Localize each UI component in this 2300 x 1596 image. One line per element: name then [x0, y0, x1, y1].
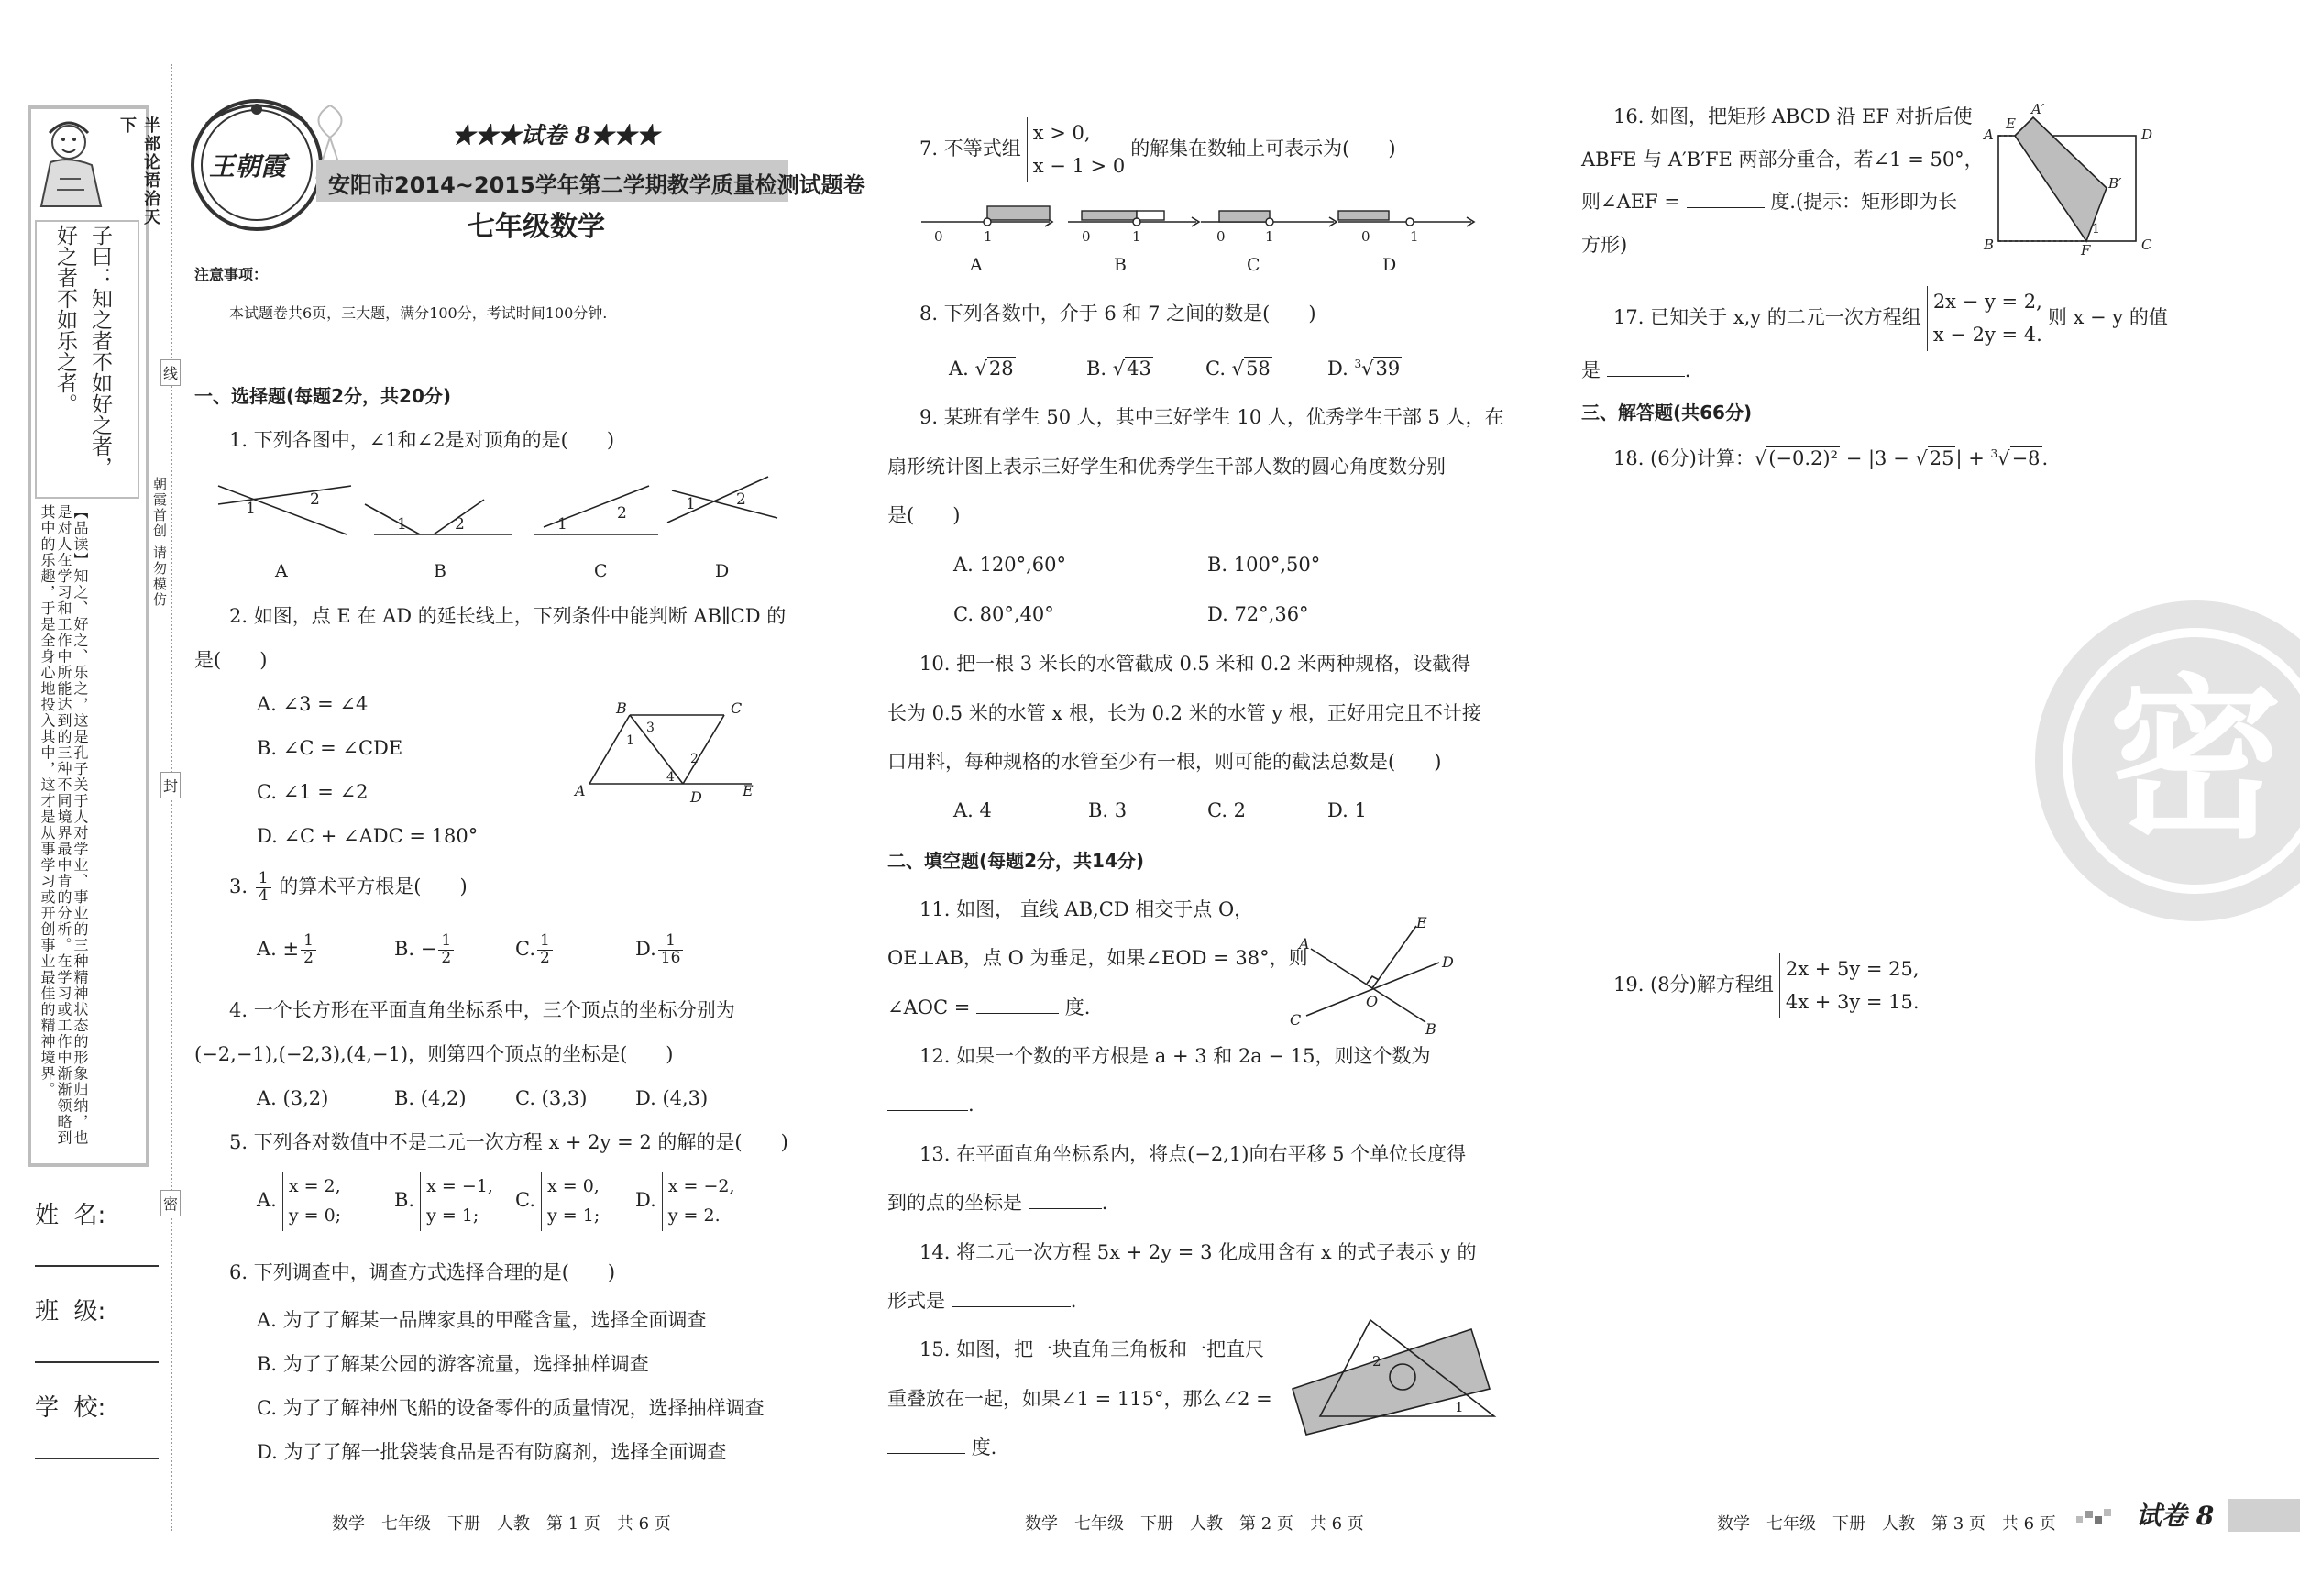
seal-char-feng: 封	[160, 772, 181, 798]
q8-text: 8. 下列各数中，介于 6 和 7 之间的数是( )	[919, 303, 1316, 325]
q9-text-line2: 扇形统计图上表示三好学生和优秀学生干部人数的圆心角度数分别	[887, 456, 1446, 478]
q2-figure	[573, 697, 765, 807]
q10-text-line1: 10. 把一根 3 米长的水管截成 0.5 米和 0.2 米两种规格，设截得	[919, 653, 1471, 675]
q16-text-line3: 则∠AEF = 度.(提示：矩形即为长	[1581, 191, 1958, 213]
quote-text: 子曰：知之者不如好之者，好之者不如乐之者。	[53, 225, 112, 478]
q3-option-b[interactable]: B. − $\frac{1}{2}$	[394, 933, 456, 967]
q19-text: 19. (8分)解方程组2x + 5y = 25, 4x + 3y = 15.	[1613, 953, 1925, 1018]
q10-option-a[interactable]: A. 4	[953, 799, 992, 821]
q11-fig-label-e: E	[1416, 914, 1427, 931]
q6-text: 6. 下列调查中，调查方式选择合理的是( )	[229, 1261, 616, 1283]
q15-text-line2: 重叠放在一起，如果∠1 = 115°，那么∠2 =	[887, 1388, 1272, 1410]
q17-answer-blank[interactable]	[1607, 376, 1685, 377]
q12-answer-blank[interactable]	[887, 1110, 968, 1111]
q11-text-line1: 11. 如图， 直线 AB,CD 相交于点 O，	[919, 898, 1254, 920]
q19-system: 2x + 5y = 25, 4x + 3y = 15.	[1779, 953, 1920, 1018]
brand-logo-text: 王朝霞	[209, 151, 287, 182]
q4-text-line1: 4. 一个长方形在平面直角坐标系中，三个顶点的坐标分别为	[229, 999, 735, 1021]
q7-tick-1a: 1	[984, 228, 993, 245]
brand-vertical: 朝霞首创 请勿模仿	[151, 477, 168, 608]
q11-answer-blank[interactable]	[976, 1013, 1059, 1014]
q10-text-line2: 长为 0.5 米的水管 x 根，长为 0.2 米的水管 y 根，正好用完且不计接	[887, 702, 1481, 724]
q7-number-lines	[921, 193, 1490, 248]
q12-text-line1: 12. 如果一个数的平方根是 a + 3 和 2a − 15，则这个数为	[919, 1045, 1431, 1067]
notice-text: 本试题卷共6页，三大题，满分100分，考试时间100分钟.	[229, 304, 608, 322]
q16-text-line1: 16. 如图，把矩形 ABCD 沿 EF 对折后使	[1613, 105, 1973, 127]
q7-tick-0b: 0	[1082, 228, 1091, 245]
q14-answer-blank[interactable]	[952, 1306, 1071, 1307]
watermark-char: 密	[2107, 659, 2283, 862]
name-label: 姓 名:	[35, 1202, 106, 1229]
q11-fig-label-c: C	[1290, 1011, 1302, 1029]
section-1-title: 一、选择题(每题2分，共20分)	[194, 385, 452, 407]
q15-answer-blank[interactable]	[887, 1453, 965, 1454]
q4-option-c[interactable]: C. (3,3)	[515, 1087, 588, 1109]
q2-fig-angle-1: 1	[626, 733, 634, 748]
svg-text:2: 2	[310, 490, 320, 509]
q1-figures	[209, 472, 796, 591]
seal-char-mi: 密	[160, 1190, 181, 1216]
q12-text-line2: .	[887, 1094, 974, 1117]
watermark-seal	[2030, 578, 2296, 944]
q11-figure	[1288, 908, 1458, 1036]
q1-label-b: B	[434, 561, 446, 581]
q11-text-line3: ∠AOC = 度.	[887, 996, 1091, 1018]
q15-text-line3: 度.	[887, 1436, 996, 1459]
q2-fig-angle-2: 2	[690, 752, 699, 766]
section-2-title: 二、填空题(每题2分，共14分)	[887, 850, 1145, 872]
q7-tick-0d: 0	[1361, 228, 1370, 245]
q5-option-b[interactable]: B.x = −1, y = 1;	[394, 1172, 499, 1231]
q1-text: 1. 下列各图中，∠1和∠2是对顶角的是( )	[229, 429, 615, 451]
q16-fig-label-c: C	[2141, 237, 2152, 253]
q7-label-c: C	[1247, 255, 1260, 275]
q7-tick-1d: 1	[1410, 228, 1419, 245]
q14-text-line2: 形式是 .	[887, 1290, 1077, 1312]
section-3-title: 三、解答题(共66分)	[1581, 402, 1753, 424]
q7-tick-1c: 1	[1265, 228, 1274, 245]
q15-fig-angle-1: 1	[1455, 1399, 1464, 1415]
exam-title: 安阳市2014~2015学年第二学期教学质量检测试题卷	[328, 172, 865, 198]
q3-option-c[interactable]: C. $\frac{1}{2}$	[515, 933, 555, 967]
footer-page-3: 数学 七年级 下册 人教 第 3 页 共 6 页	[1717, 1514, 2056, 1534]
q16-fig-angle-1: 1	[2092, 222, 2100, 237]
q1-label-a: A	[275, 561, 288, 581]
q16-fig-label-e: E	[2006, 116, 2016, 132]
q6-option-c[interactable]: C. 为了了解神州飞船的设备零件的质量情况，选择抽样调查	[257, 1397, 765, 1419]
q7-label-d: D	[1382, 255, 1397, 275]
q2-fig-label-d: D	[690, 788, 702, 806]
q16-fig-label-b: B	[1984, 237, 1995, 253]
q15-text-line1: 15. 如图，把一块直角三角板和一把直尺	[919, 1338, 1265, 1360]
q17-system: 2x − y = 2, x − 2y = 4.	[1927, 286, 2042, 351]
q7-pre: 7. 不等式组	[919, 138, 1021, 160]
sage-figure-icon	[37, 115, 115, 211]
q10-option-b[interactable]: B. 3	[1088, 799, 1128, 821]
q2-option-d[interactable]: D. ∠C + ∠ADC = 180°	[257, 825, 479, 847]
svg-text:1: 1	[686, 495, 696, 513]
q7-system: x > 0, x − 1 > 0	[1027, 117, 1125, 182]
q16-text-line4: 方形)	[1581, 234, 1628, 256]
q11-fig-label-a: A	[1299, 935, 1310, 952]
q13-answer-blank[interactable]	[1029, 1208, 1102, 1209]
q16-fig-label-f: F	[2081, 242, 2091, 259]
q18-text: 18. (6分)计算：√(−0.2)² − |3 − √25| + $^3$√−8.	[1613, 447, 2049, 469]
q16-fig-label-b-prime: B′	[2108, 175, 2122, 192]
svg-text:1: 1	[246, 500, 256, 518]
q5-option-a[interactable]: A.x = 2, y = 0;	[257, 1172, 347, 1231]
q2-text-line2: 是( )	[194, 649, 268, 671]
q3-fraction: $\frac{1}{4}$	[256, 871, 271, 905]
q6-option-a[interactable]: A. 为了了解某一品牌家具的甲醛含量，选择全面调查	[257, 1309, 707, 1331]
q8-option-a[interactable]: A. √28	[949, 358, 1014, 380]
q7-text	[919, 117, 1396, 182]
q9-text-line3: 是( )	[887, 504, 961, 526]
q11-fig-label-b: B	[1425, 1020, 1436, 1038]
q6-option-b[interactable]: B. 为了了解某公园的游客流量，选择抽样调查	[257, 1353, 649, 1375]
q7-tick-1b: 1	[1132, 228, 1141, 245]
q8-option-b[interactable]: B. √43	[1086, 358, 1151, 380]
q9-option-b[interactable]: B. 100°,50°	[1207, 554, 1321, 576]
seal-char-xian: 线	[160, 359, 181, 386]
q4-option-a[interactable]: A. (3,2)	[257, 1087, 329, 1109]
subject-title: 七年级数学	[468, 211, 605, 243]
q2-text-line1: 2. 如图，点 E 在 AD 的延长线上，下列条件中能判断 AB∥CD 的	[229, 605, 787, 627]
svg-text:1: 1	[557, 515, 567, 534]
q7-post: 的解集在数轴上可表示为( )	[1130, 138, 1396, 160]
q16-figure	[1971, 101, 2163, 257]
paper-label: ★★★试卷 8★★★	[452, 122, 660, 149]
q2-option-b[interactable]: B. ∠C = ∠CDE	[257, 737, 403, 759]
q11-fig-label-d: D	[1442, 953, 1454, 971]
q3-pre: 3.	[229, 875, 248, 897]
q1-label-c: C	[594, 561, 608, 581]
q9-text-line1: 9. 某班有学生 50 人，其中三好学生 10 人，优秀学生干部 5 人，在	[919, 406, 1504, 428]
school-field[interactable]	[35, 1389, 159, 1462]
q2-fig-angle-4: 4	[666, 770, 675, 785]
q7-tick-0c: 0	[1216, 228, 1226, 245]
footer-page-2: 数学 七年级 下册 人教 第 2 页 共 6 页	[1025, 1514, 1364, 1534]
q2-fig-label-e: E	[743, 782, 754, 799]
q2-fig-angle-3: 3	[646, 721, 655, 735]
q5-option-d[interactable]: D.x = −2, y = 2.	[635, 1172, 741, 1231]
reading-note: 【品读】知之、好之、乐之，这是孔子关于人对学业、事业的三种精神状态的形象归纳，也是对人在学习和工作中所能达到的三种不同境界最中肯的分析。在学习或工作中渐渐领略到其中的乐趣，于是全身心地投入其中，这才是从事学习或开创事业最佳的精神境界。	[39, 504, 89, 1146]
school-line	[35, 1458, 159, 1459]
q16-fig-label-a-prime: A′	[2031, 101, 2045, 117]
q10-option-d[interactable]: D. 1	[1327, 799, 1367, 821]
q16-fig-label-a: A	[1984, 127, 1994, 143]
school-label: 学 校:	[35, 1394, 106, 1422]
q13-text-line2: 到的点的坐标是 .	[887, 1192, 1108, 1214]
q7-tick-0a: 0	[934, 228, 943, 245]
class-field[interactable]	[35, 1293, 159, 1366]
q16-answer-blank[interactable]	[1687, 207, 1765, 208]
motto-title: 半部论语治天下	[117, 116, 160, 226]
class-label: 班 级:	[35, 1298, 106, 1326]
q15-figure	[1288, 1311, 1499, 1439]
q16-fig-label-d: D	[2141, 127, 2153, 143]
name-field[interactable]	[35, 1196, 159, 1270]
q4-option-b[interactable]: B. (4,2)	[394, 1087, 467, 1109]
q9-option-d[interactable]: D. 72°,36°	[1207, 603, 1309, 625]
q17-text-line1: 17. 已知关于 x,y 的二元一次方程组2x − y = 2, x − 2y = 4.则 x − y 的值	[1613, 286, 2168, 351]
corner-label: 试卷 8	[2136, 1501, 2215, 1531]
corner-pixel-decoration	[2076, 1503, 2113, 1531]
footer-page-1: 数学 七年级 下册 人教 第 1 页 共 6 页	[332, 1514, 671, 1534]
q2-option-c[interactable]: C. ∠1 = ∠2	[257, 781, 369, 803]
q1-label-d: D	[715, 561, 730, 581]
q5-text: 5. 下列各对数值中不是二元一次方程 x + 2y = 2 的解的是( )	[229, 1131, 788, 1153]
q8-option-d[interactable]: D. $^3$√39	[1327, 358, 1401, 380]
q10-text-line3: 口用料，每种规格的水管至少有一根，则可能的截法总数是( )	[887, 751, 1442, 773]
q2-option-a[interactable]: A. ∠3 = ∠4	[257, 693, 369, 715]
q16-text-line2: ABFE 与 A′B′FE 两部分重合，若∠1 = 50°，	[1581, 149, 1984, 171]
q8-option-c[interactable]: C. √58	[1205, 358, 1271, 380]
q2-fig-label-c: C	[731, 699, 743, 717]
corner-bar	[2228, 1499, 2300, 1532]
name-line	[35, 1265, 159, 1267]
notice-heading: 注意事项：	[194, 266, 269, 283]
q3-option-a[interactable]: A. ± $\frac{1}{2}$	[257, 933, 318, 967]
q3-option-d[interactable]: D. $\frac{1}{16}$	[635, 933, 685, 967]
q7-label-a: A	[970, 255, 983, 275]
q2-fig-label-b: B	[616, 699, 627, 717]
q6-option-d[interactable]: D. 为了了解一批袋装食品是否有防腐剂，选择全面调查	[257, 1441, 727, 1463]
q3-text	[229, 871, 468, 905]
q11-fig-label-o: O	[1366, 993, 1379, 1010]
q3-post: 的算术平方根是( )	[279, 875, 468, 897]
q11-text-line2: OE⊥AB，点 O 为垂足，如果∠EOD = 38°，则	[887, 947, 1308, 969]
svg-text:1: 1	[397, 515, 407, 534]
q13-text-line1: 13. 在平面直角坐标系内，将点(−2,1)向右平移 5 个单位长度得	[919, 1143, 1467, 1165]
q4-option-d[interactable]: D. (4,3)	[635, 1087, 709, 1109]
q14-text-line1: 14. 将二元一次方程 5x + 2y = 3 化成用含有 x 的式子表示 y 的	[919, 1241, 1477, 1263]
class-line	[35, 1361, 159, 1363]
q2-fig-label-a: A	[575, 782, 586, 799]
q5-option-c[interactable]: C.x = 0, y = 1;	[515, 1172, 605, 1231]
q10-option-c[interactable]: C. 2	[1207, 799, 1247, 821]
q4-text-line2: (−2,−1),(−2,3),(4,−1)，则第四个顶点的坐标是( )	[194, 1043, 674, 1065]
svg-text:2: 2	[736, 490, 746, 509]
svg-text:2: 2	[455, 515, 465, 534]
q9-option-c[interactable]: C. 80°,40°	[953, 603, 1054, 625]
svg-text:2: 2	[617, 504, 627, 523]
q7-label-b: B	[1114, 255, 1127, 275]
q9-option-a[interactable]: A. 120°,60°	[953, 554, 1066, 576]
q17-text-line2: 是 .	[1581, 359, 1691, 381]
q15-fig-angle-2: 2	[1372, 1353, 1381, 1370]
